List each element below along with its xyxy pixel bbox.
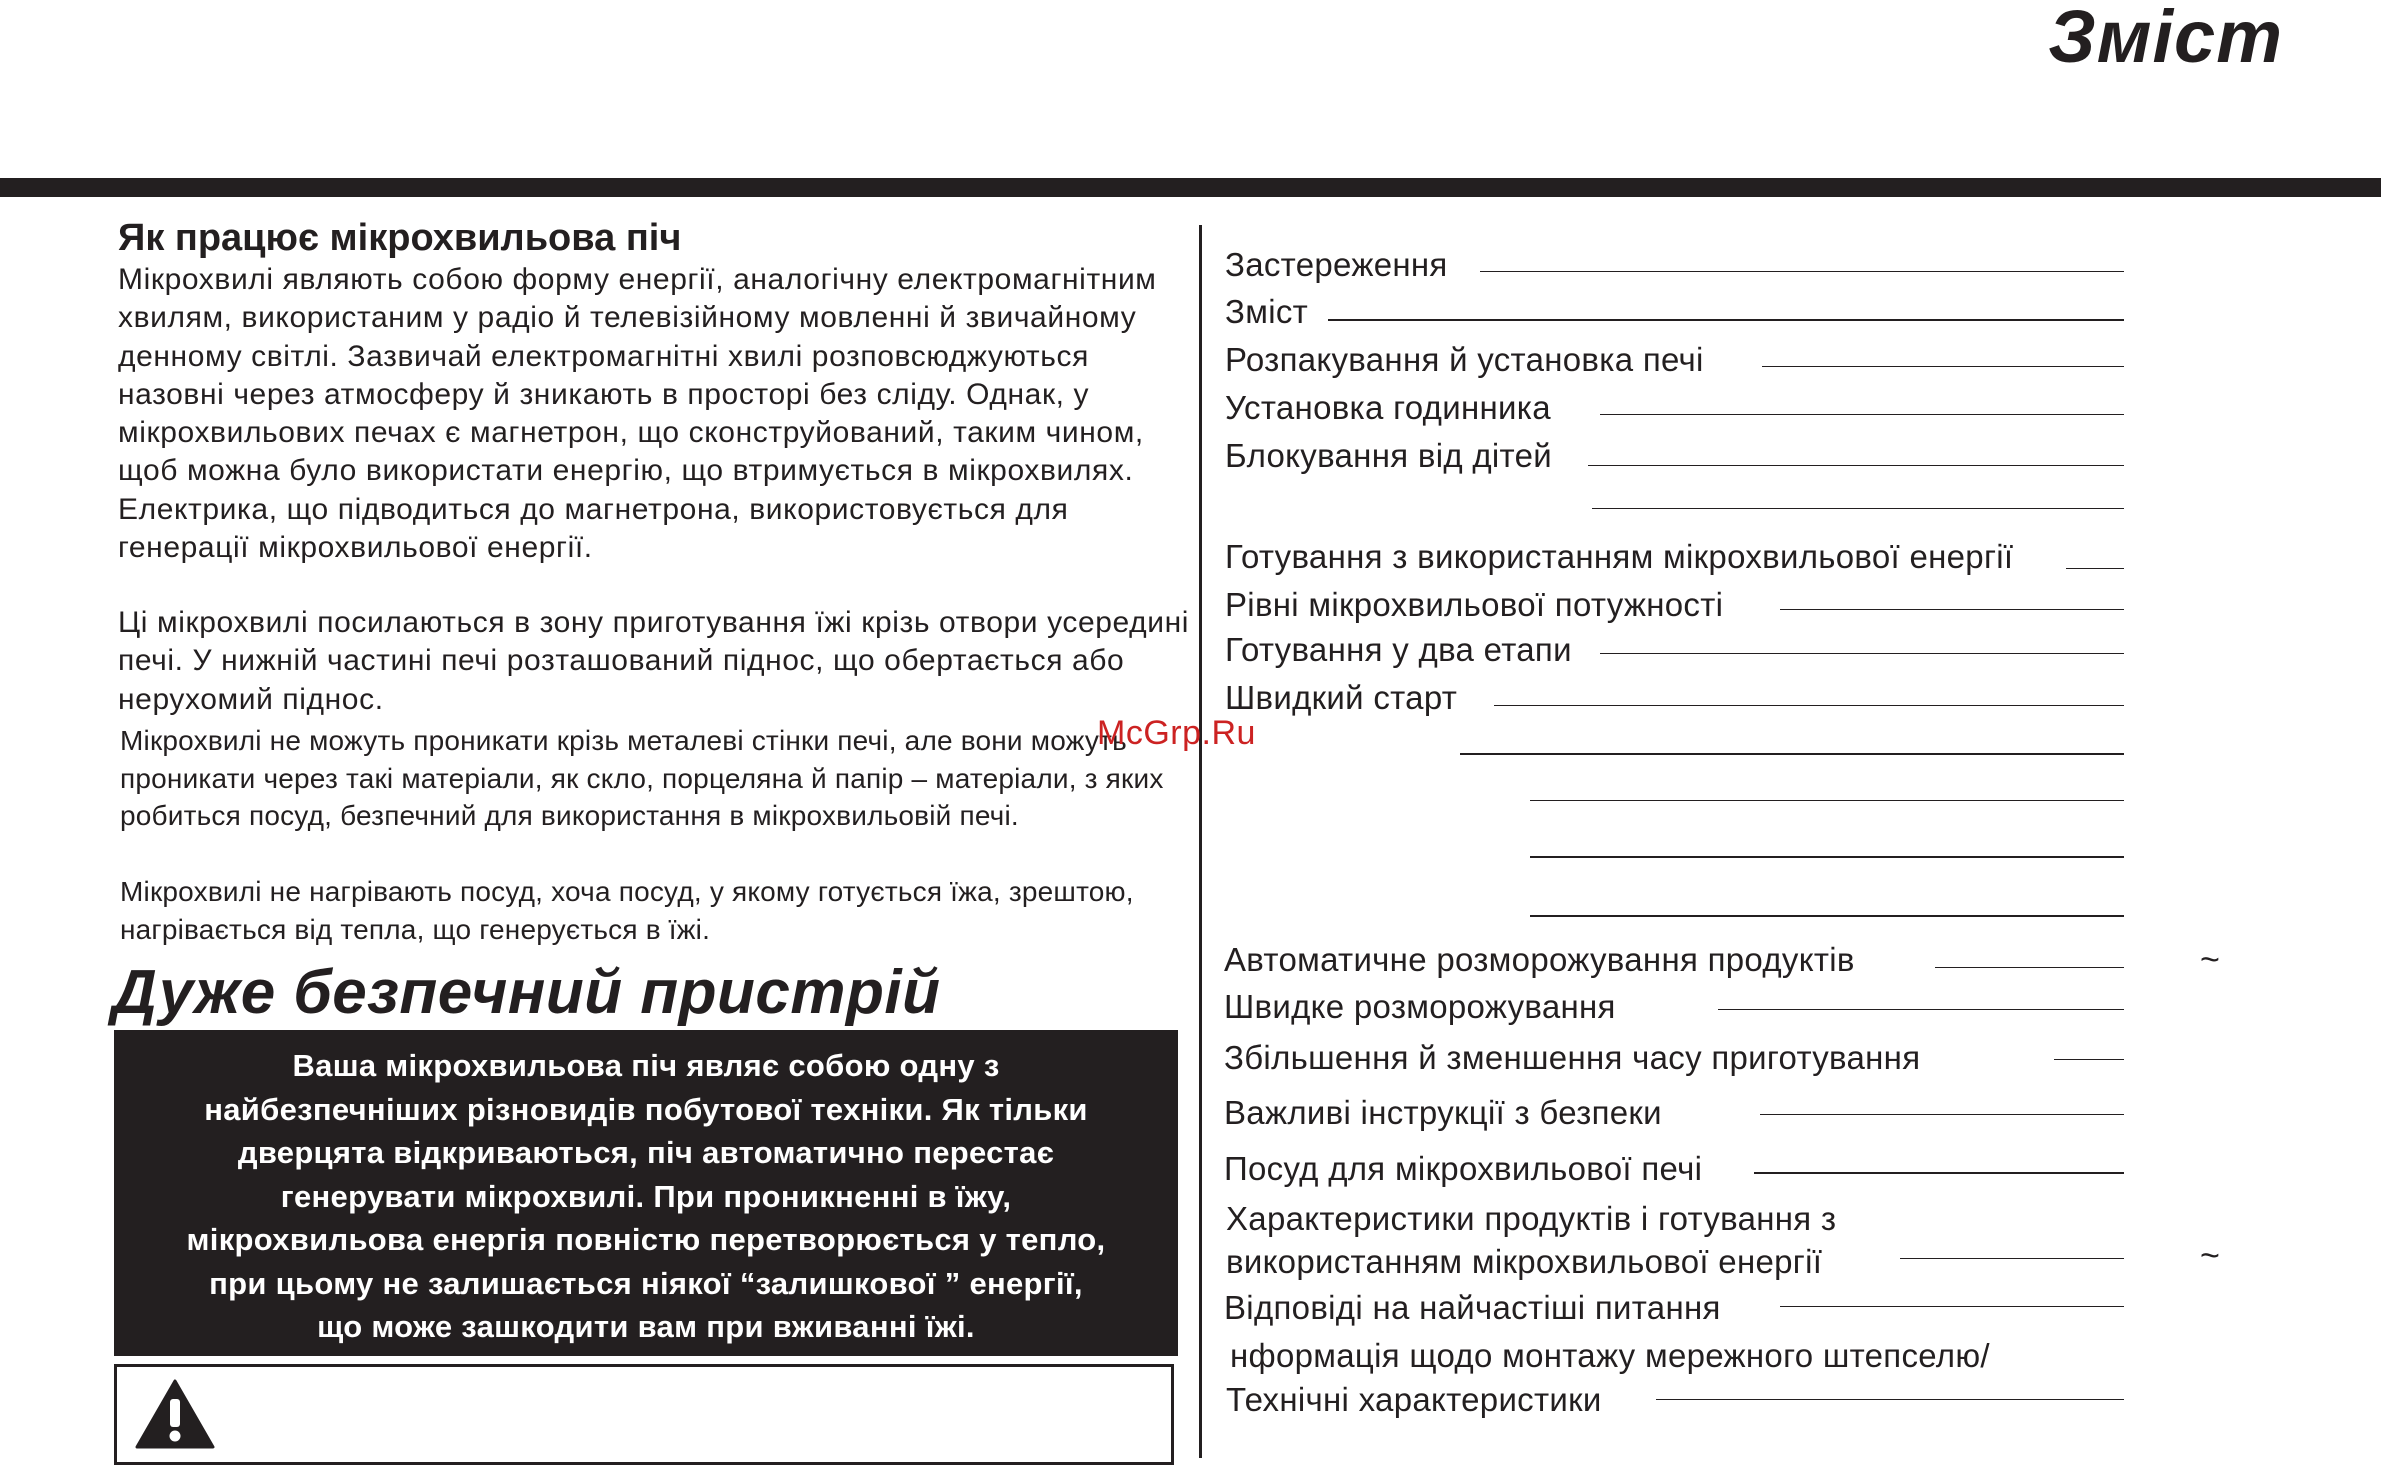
toc-leader-line [1900, 1258, 2124, 1259]
range-tilde: ~ [2200, 941, 2220, 979]
warning-box [114, 1364, 1174, 1465]
toc-item-faq[interactable]: Відповіді на найчастіші питання [1224, 1289, 1721, 1326]
toc-leader-line [1460, 753, 2124, 755]
paragraph-dishes: Мікрохвилі не нагрівають посуд, хоча посуд, у якому готується їжа, зрештою, нагрівається від тепла, що генерується в їжі. [120, 876, 1134, 945]
toc-leader-line [2054, 1059, 2124, 1060]
toc-leader-line [1780, 1306, 2124, 1307]
toc-leader-line [1494, 705, 2124, 706]
toc-item-auto-defrost[interactable]: Автоматичне розморожування продуктів [1224, 941, 1855, 978]
paragraph-cooking-zone: Ці мікрохвилі посилаються в зону приготування їжі крізь отвори усередині печі. У нижній частині печі розташований піднос, що обертається або нерухомий піднос. [118, 606, 1190, 716]
toc-item-cookware[interactable]: Посуд для мікрохвильової печі [1224, 1150, 1703, 1187]
toc-leader-line [1718, 1009, 2124, 1010]
toc-item-safety-instructions[interactable]: Важливі інструкції з безпеки [1224, 1094, 1662, 1131]
range-tilde: ~ [2200, 1237, 2220, 1275]
toc-item-food-characteristics[interactable]: Характеристики продуктів і готування з [1226, 1200, 1837, 1237]
toc-leader-line [1530, 856, 2124, 858]
toc-item-food-characteristics-cont[interactable]: використанням мікрохвильової енергії [1226, 1243, 1823, 1280]
toc-item-unpacking[interactable]: Розпакування й установка печі [1225, 341, 1704, 378]
safety-heading: Дуже безпечний пристрій [112, 958, 941, 1027]
toc-leader-line [1656, 1399, 2124, 1400]
toc-leader-line [1780, 609, 2124, 610]
toc-leader-line [1935, 967, 2124, 968]
toc-leader-line [1760, 1114, 2124, 1115]
header-rule [0, 178, 2381, 197]
toc-item-clock[interactable]: Установка годинника [1225, 389, 1551, 426]
toc-item-quick-defrost[interactable]: Швидке розморожування [1224, 988, 1616, 1025]
toc-item-contents[interactable]: Зміст [1225, 293, 1309, 330]
toc-item-power-levels[interactable]: Рівні мікрохвильової потужності [1225, 586, 1724, 623]
paragraph-materials: Мікрохвилі не можуть проникати крізь металеві стінки печі, але вони можуть проникати через такі матеріали, як скло, порцеляна й папір – матеріали, з яких робиться посуд, безпечний для використання в мікрохвильовій печі. [120, 725, 1164, 831]
toc-item-warnings[interactable]: Застереження [1225, 246, 1448, 283]
toc-leader-line [1754, 1172, 2124, 1174]
toc-leader-line [2066, 568, 2124, 569]
toc-item-child-lock[interactable]: Блокування від дітей [1225, 437, 1552, 474]
toc-item-two-stage[interactable]: Готування у два етапи [1225, 631, 1572, 668]
safety-notice-text: Ваша мікрохвильова піч являє собою одну з найбезпечніших різновидів побутової техніки. Як тільки дверцята відкриваються, піч автоматично перестає генерувати мікрохвилі. При проникненні в їжу, мікрохвильова енергія повністю перетворюється у тепло, при цьому не залишається ніякої “залишкової ” енергії, що може зашкодити вам при вживанні їжі. [186, 1048, 1106, 1344]
toc-item-time-adjust[interactable]: Збільшення й зменшення часу приготування [1224, 1039, 1921, 1076]
warning-triangle-icon [135, 1379, 215, 1449]
toc-leader-line [1762, 366, 2124, 367]
toc-leader-line [1588, 465, 2124, 466]
toc-leader-line [1530, 915, 2124, 917]
toc-leader-line [1600, 414, 2124, 415]
toc-leader-line [1328, 319, 2124, 321]
toc-leader-line [1480, 271, 2124, 272]
paragraph-microwaves: Мікрохвилі являють собою форму енергії, аналогічну електромагнітним хвилям, використаним у радіо й телевізійному мовленні й звичайному денному світлі. Зазвичай електромагнітні хвилі розповсюджуються назовні через атмосферу й зникають в просторі без сліду. Однак, у мікрохвильових печах є магнетрон, що сконструйований, таким чином, щоб можна було використати енергію, що втримується в мікрохвилях. Електрика, що підводиться до магнетрона, використовується для генерації мікрохвильової енергії. [118, 263, 1157, 565]
page-title: Зміст [2048, 0, 2283, 78]
toc-item-microwave-cooking[interactable]: Готування з використанням мікрохвильової енергії [1225, 538, 2014, 575]
toc-leader-line [1600, 653, 2124, 654]
toc-leader-line [1530, 800, 2124, 801]
safety-notice-box [114, 1030, 1178, 1356]
toc-item-quick-start[interactable]: Швидкий старт [1225, 679, 1458, 716]
toc-leader-line [1592, 508, 2124, 509]
watermark: McGrp.Ru [1097, 714, 1256, 752]
toc-item-specifications[interactable]: Технічні характеристики [1226, 1381, 1602, 1418]
section-heading: Як працює мікрохвильова піч [118, 217, 682, 259]
toc-item-plug-installation[interactable]: нформація щодо монтажу мережного штепселю/ [1230, 1337, 1990, 1374]
column-divider [1199, 225, 1202, 1458]
